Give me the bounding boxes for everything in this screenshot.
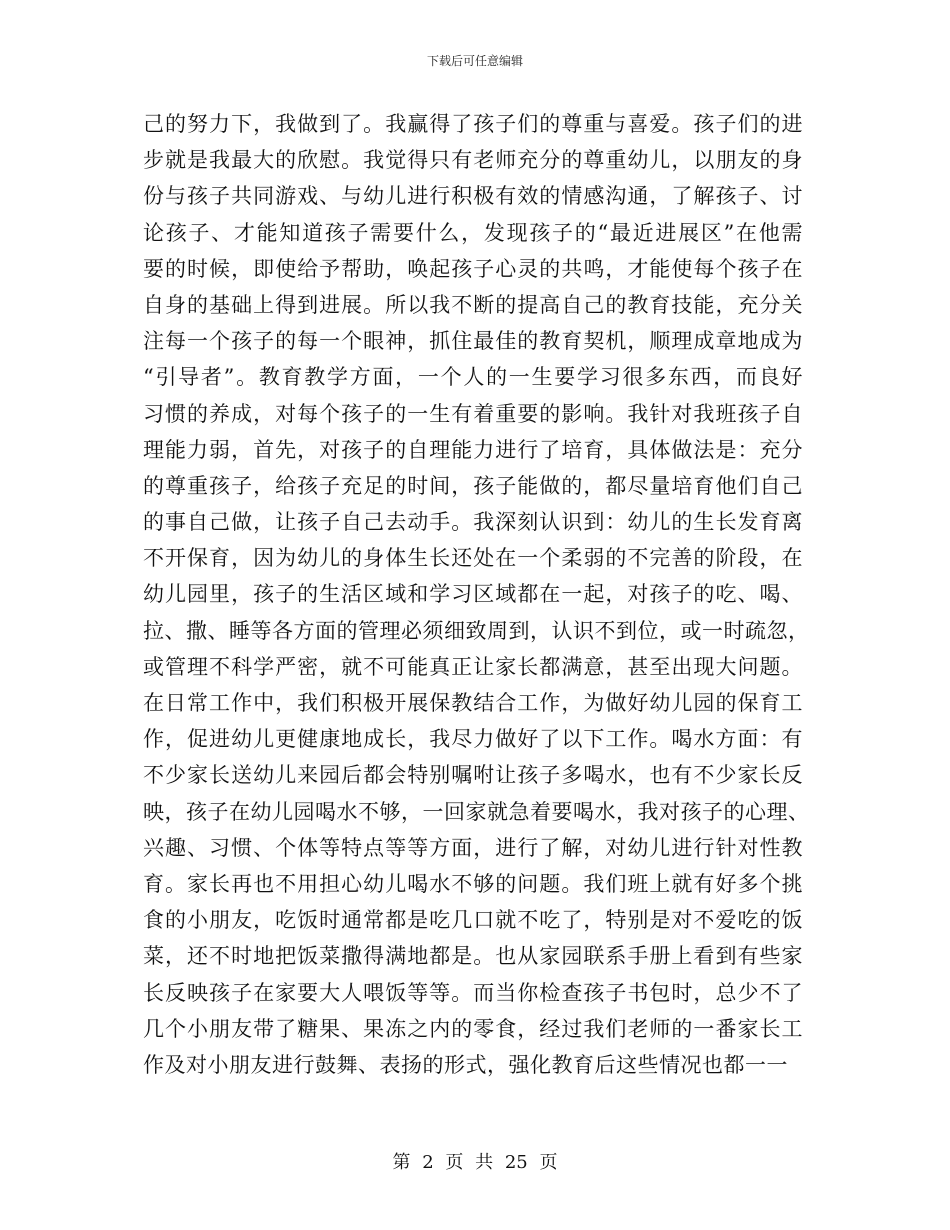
body-line: 不少家长送幼儿来园后都会特别嘱咐让孩子多喝水，也有不少家长反 [143, 763, 803, 788]
body-line: 在日常工作中，我们积极开展保教结合工作，为做好幼儿园的保育工 [143, 691, 803, 715]
body-line: 注每一个孩子的每一个眼神，抓住最佳的教育契机，顺理成章地成为 [143, 329, 803, 354]
body-line: 作，促进幼儿更健康地成长，我尽力做好了以下工作。喝水方面：有 [143, 727, 803, 752]
body-line: 兴趣、习惯、个体等特点等等方面，进行了解，对幼儿进行针对性教 [143, 835, 803, 860]
body-line: 的尊重孩子，给孩子充足的时间，孩子能做的，都尽量培育他们自己 [143, 473, 803, 498]
body-line: 习惯的养成，对每个孩子的一生有着重要的影响。我针对我班孩子自 [143, 401, 803, 426]
body-line: 长反映孩子在家要大人喂饭等等。而当你检查孩子书包时，总少不了 [143, 980, 803, 1005]
body-line: 几个小朋友带了糖果、果冻之内的零食，经过我们老师的一番家长工 [143, 1016, 803, 1041]
body-line: 育。家长再也不用担心幼儿喝水不够的问题。我们班上就有好多个挑 [143, 871, 803, 896]
body-line: 映，孩子在幼儿园喝水不够，一回家就急着要喝水，我对孩子的心理、 [143, 799, 810, 824]
body-line: 菜，还不时地把饭菜撒得满地都是。也从家园联系手册上看到有些家 [143, 944, 803, 969]
body-line: 要的时候，即使给予帮助，唤起孩子心灵的共鸣，才能使每个孩子在 [143, 256, 803, 281]
page-header: 下载后可任意编辑 [426, 54, 523, 68]
body-line: 步就是我最大的欣慰。我觉得只有老师充分的尊重幼儿，以朋友的身 [143, 148, 803, 173]
body-line: 不开保育，因为幼儿的身体生长还处在一个柔弱的不完善的阶段，在 [143, 546, 803, 571]
body-line: “引导者”。教育教学方面，一个人的一生要学习很多东西，而良好 [143, 365, 803, 390]
body-line: 自身的基础上得到进展。所以我不断的提高自己的教育技能，充分关 [143, 292, 803, 317]
body-line: 份与孩子共同游戏、与幼儿进行积极有效的情感沟通，了解孩子、讨 [143, 184, 803, 209]
body-line: 或管理不科学严密，就不可能真正让家长都满意，甚至出现大问题。 [143, 654, 803, 679]
body-line: 理能力弱，首先，对孩子的自理能力进行了培育，具体做法是：充分 [143, 437, 803, 462]
body-text [143, 106, 810, 1083]
body-line: 作及对小朋友进行鼓舞、表扬的形式，强化教育后这些情况也都一一 [143, 1052, 788, 1077]
page-number: 第 2 页 共 25 页 [392, 1152, 558, 1173]
body-line: 己的努力下，我做到了。我赢得了孩子们的尊重与喜爱。孩子们的进 [143, 112, 803, 136]
body-line: 食的小朋友，吃饭时通常都是吃几口就不吃了，特别是对不爱吃的饭 [143, 908, 803, 933]
body-line: 拉、撒、睡等各方面的管理必须细致周到，认识不到位，或一时疏忽， [143, 618, 810, 643]
body-line: 幼儿园里，孩子的生活区域和学习区域都在一起，对孩子的吃、喝、 [143, 582, 803, 607]
body-line: 的事自己做，让孩子自己去动手。我深刻认识到：幼儿的生长发育离 [143, 510, 803, 535]
body-line: 论孩子、才能知道孩子需要什么，发现孩子的“最近进展区”在他需 [143, 220, 803, 245]
